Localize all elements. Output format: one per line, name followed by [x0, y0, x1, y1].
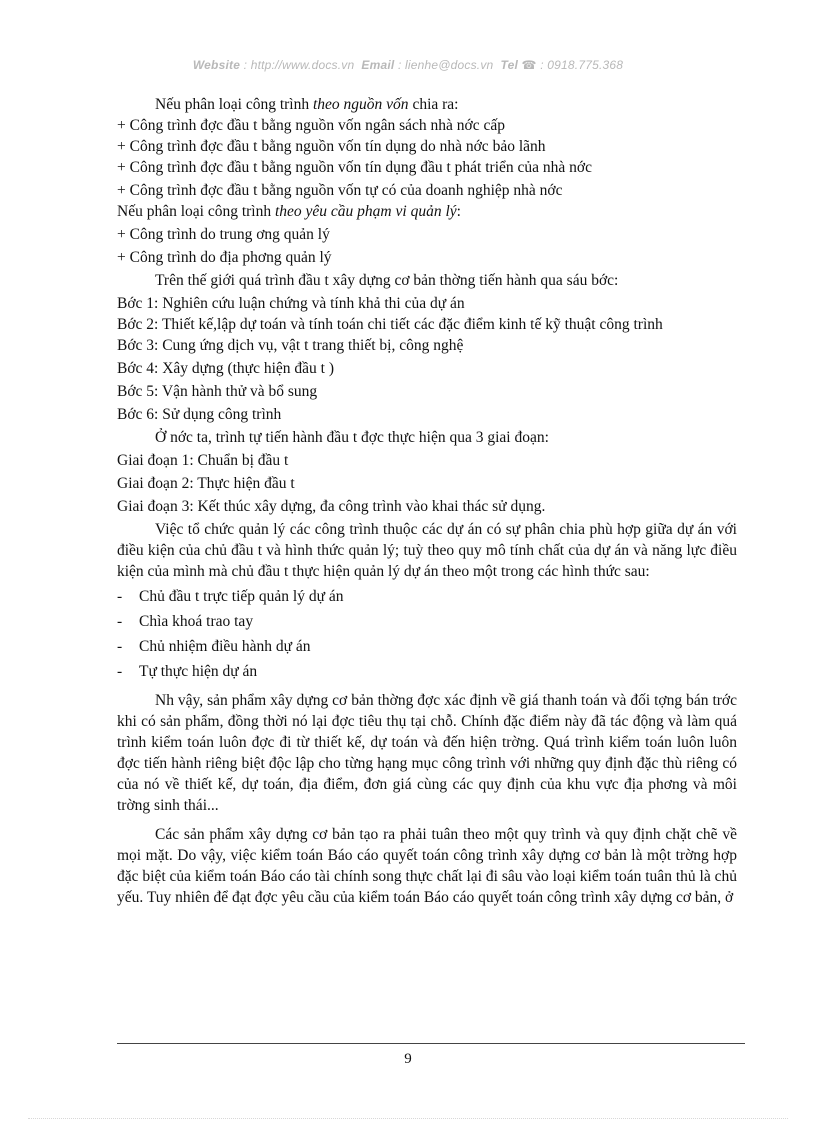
list-item: + Công trình đợc đầu t bằng nguồn vốn tín dụng do nhà nớc bảo lãnh [117, 138, 546, 155]
paragraph-management-forms: Việc tổ chức quản lý các công trình thuộc các dự án có sự phân chia phù hợp giữa dự án với điều kiện của chủ đầu t và hình thức quản lý; tuỳ theo quy mô tính chất của dự án và năng lực điều kiện của mình mà chủ đầu t thực hiện quản lý dự án theo một trong các hình thức sau: [117, 521, 737, 580]
email-value: : lienhe@docs.vn [397, 58, 494, 72]
paragraph-three-phases: Ở nớc ta, trình tự tiến hành đầu t đợc thực hiện qua 3 giai đoạn: [155, 429, 549, 446]
paragraph-six-steps: Trên thế giới quá trình đầu t xây dựng cơ bản thờng tiến hành qua sáu bớc: [155, 272, 619, 289]
website-label: Website [192, 58, 241, 72]
footer-divider [117, 1043, 745, 1044]
dash-list-item: - Chủ đầu t trực tiếp quản lý dự án [117, 588, 344, 605]
paragraph-audit-requirements: Các sản phẩm xây dựng cơ bản tạo ra phải tuân theo một quy trình và quy định chặt chẽ về mọi mặt. Do vậy, việc kiểm toán Báo cáo quyết toán công trình xây dựng cơ bản là một trờng hợp đặc biệt của kiểm toán Báo cáo tài chính song thực chất lại đi sâu vào loại kiểm toán tuân thủ là chủ yếu. Tuy nhiên để đạt đợc yêu cầu của kiểm toán Báo cáo quyết toán công trình xây dựng cơ bản, ở [117, 826, 737, 906]
paragraph-product-characteristics: Nh vậy, sản phẩm xây dựng cơ bản thờng đợc xác định về giá thanh toán và đối tợng bán trớc khi có sản phẩm, đồng thời nó lại đợc tiêu thụ tại chỗ. Chính đặc điểm này đã tác động và làm quá trình kiểm toán luôn đợc đi từ thiết kế, dự toán và đến hiện trờng. Quá trình kiểm toán luôn luôn đợc tiến hành riêng biệt độc lập cho từng hạng mục công trình với những quy định đặc thù riêng có của nó về thiết kế, dự toán, địa điểm, đơn giá cùng các quy định của khu vực địa phơng và môi trờng sinh thái... [117, 692, 737, 814]
tel-value: ☎ : 0918.775.368 [521, 58, 624, 72]
phase-item: Giai đoạn 1: Chuẩn bị đầu t [117, 452, 289, 469]
step-item: Bớc 5: Vận hành thử và bổ sung [117, 383, 318, 400]
list-item: + Công trình đợc đầu t bằng nguồn vốn tín dụng đầu t phát triển của nhà nớc [117, 159, 592, 176]
document-body [117, 94, 737, 908]
step-item: Bớc 6: Sử dụng công trình [117, 406, 282, 423]
phase-item: Giai đoạn 2: Thực hiện đầu t [117, 475, 295, 492]
page-header [0, 58, 816, 72]
list-item: + Công trình do trung ơng quản lý [117, 226, 330, 243]
tel-label: Tel [500, 58, 518, 72]
list-item: + Công trình đợc đầu t bằng nguồn vốn ngân sách nhà nớc cấp [117, 117, 506, 134]
step-item: Bớc 4: Xây dựng (thực hiện đầu t ) [117, 360, 334, 377]
paragraph-source-classification: Nếu phân loại công trình theo nguồn vốn chia ra: [155, 96, 459, 113]
paragraph-scope-classification: Nếu phân loại công trình theo yêu cầu phạm vi quản lý: [117, 203, 461, 220]
emphasis-source: theo nguồn vốn [312, 96, 409, 113]
list-item: + Công trình do địa phơng quản lý [117, 249, 332, 266]
page-bottom-border [28, 1118, 788, 1119]
website-value: : http://www.docs.vn [243, 58, 355, 72]
dash-list-item: - Chìa khoá trao tay [117, 613, 254, 630]
email-label: Email [361, 58, 395, 72]
step-item: Bớc 1: Nghiên cứu luận chứng và tính khả thi của dự án [117, 295, 465, 312]
step-item: Bớc 3: Cung ứng dịch vụ, vật t trang thiết bị, công nghệ [117, 337, 464, 354]
step-item: Bớc 2: Thiết kế,lập dự toán và tính toán chi tiết các đặc điểm kinh tế kỹ thuật công trình [117, 316, 663, 333]
page-number: 9 [404, 1051, 412, 1067]
dash-list-item: - Tự thực hiện dự án [117, 663, 258, 680]
dash-list-item: - Chủ nhiệm điều hành dự án [117, 638, 311, 655]
emphasis-scope: theo yêu cầu phạm vi quản lý [274, 203, 457, 220]
list-item: + Công trình đợc đầu t bằng nguồn vốn tự có của doanh nghiệp nhà nớc [117, 182, 563, 199]
phase-item: Giai đoạn 3: Kết thúc xây dựng, đa công trình vào khai thác sử dụng. [117, 498, 546, 515]
